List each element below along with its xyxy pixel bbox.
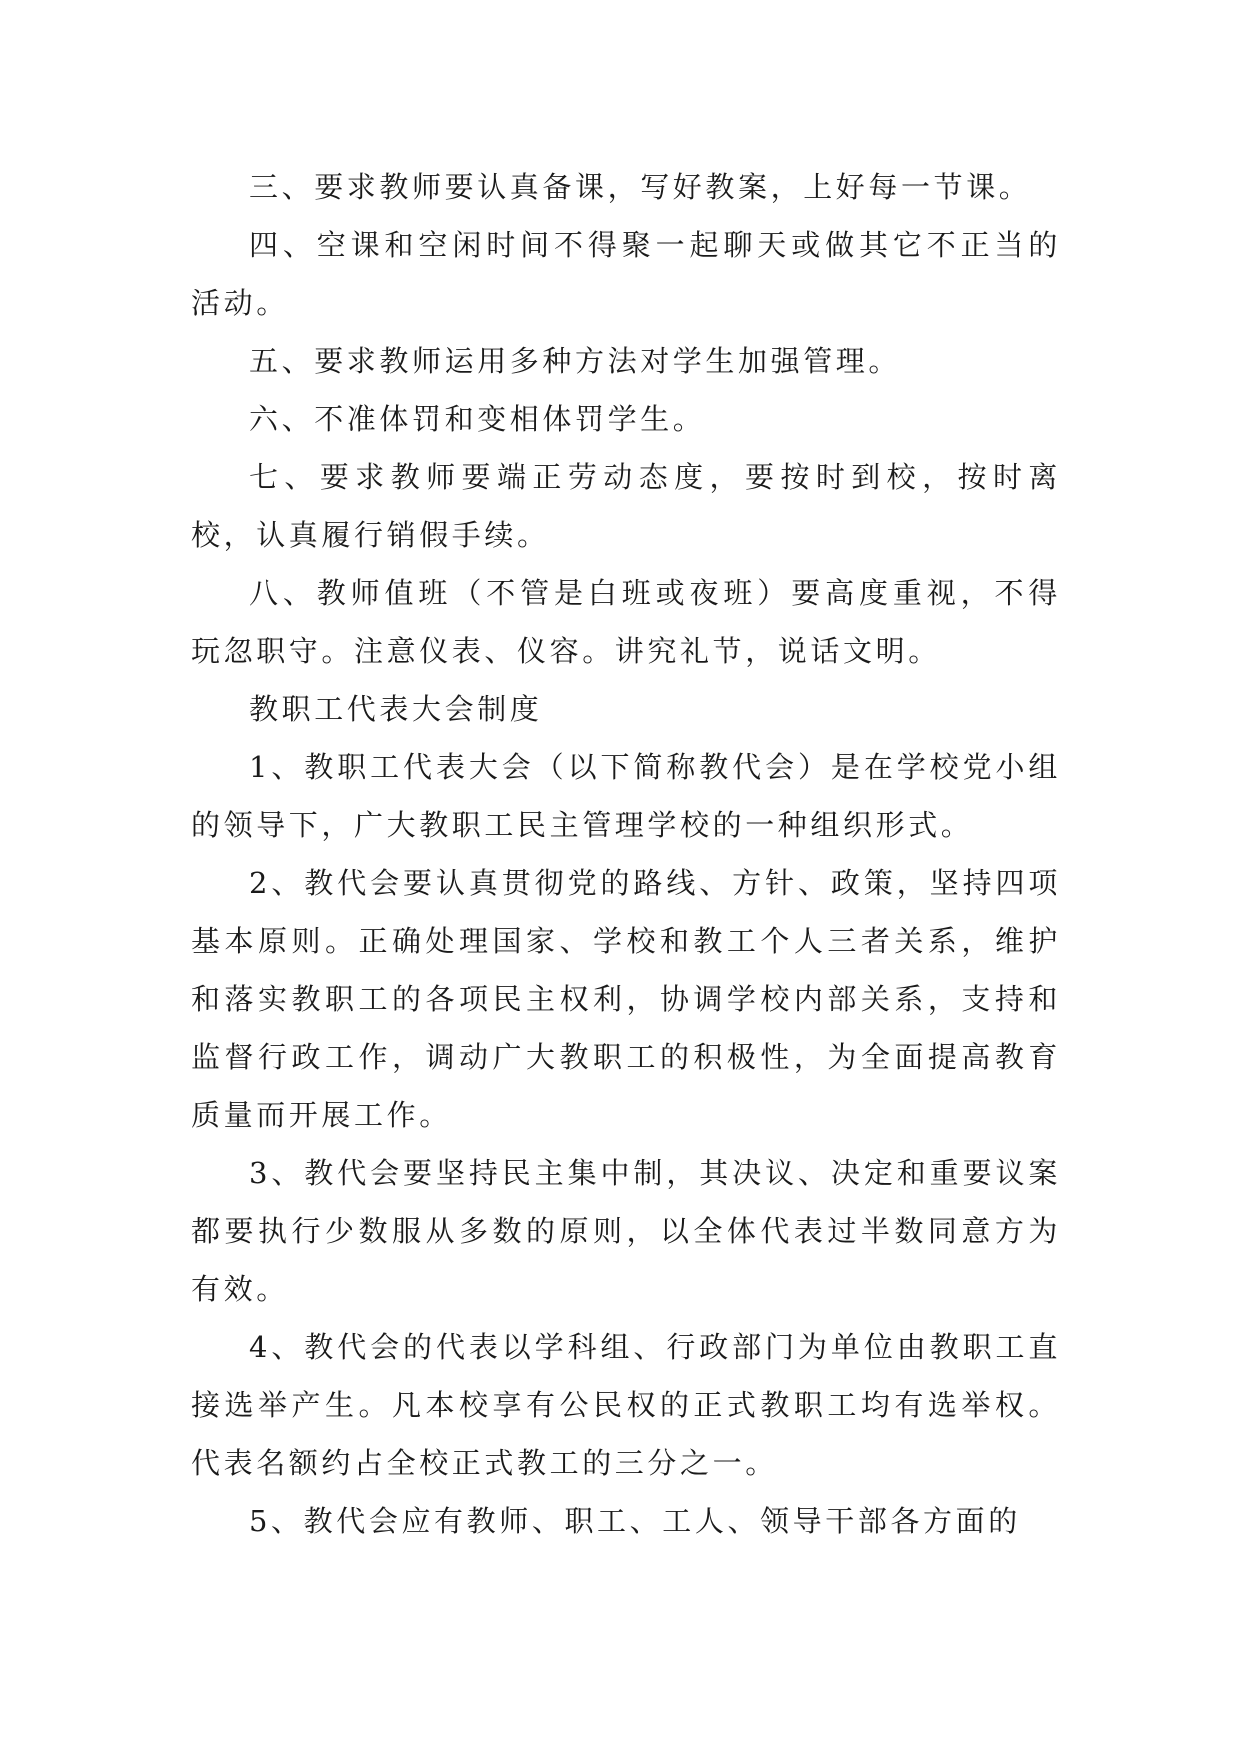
paragraph-item-2: 2、教代会要认真贯彻党的路线、方针、政策，坚持四项基本原则。正确处理国家、学校和教工个人三者关系，维护和落实教职工的各项民主权利，协调学校内部关系，支持和监督行政工作，调动广大教职工的积极性，为全面提高教育质量而开展工作。 [191,866,1061,1132]
paragraph-rule-8: 八、教师值班（不管是白班或夜班）要高度重视，不得玩忽职守。注意仪表、仪容。讲究礼节，说话文明。 [191,576,1061,668]
paragraph-rule-3: 三、要求教师要认真备课，写好教案，上好每一节课。 [249,170,1032,204]
paragraph-rule-5: 五、要求教师运用多种方法对学生加强管理。 [249,344,902,378]
paragraph-rule-4: 四、空课和空闲时间不得聚一起聊天或做其它不正当的活动。 [191,228,1061,320]
paragraph-rule-6: 六、不准体罚和变相体罚学生。 [249,402,706,436]
paragraph-item-1: 1、教职工代表大会（以下简称教代会）是在学校党小组的领导下，广大教职工民主管理学校的一种组织形式。 [191,750,1061,842]
paragraph-rule-7: 七、要求教师要端正劳动态度，要按时到校，按时离校，认真履行销假手续。 [191,460,1061,552]
paragraph-item-4: 4、教代会的代表以学科组、行政部门为单位由教职工直接选举产生。凡本校享有公民权的正式教职工均有选举权。代表名额约占全校正式教工的三分之一。 [191,1330,1061,1480]
paragraph-item-5: 5、教代会应有教师、职工、工人、领导干部各方面的 [249,1504,1021,1538]
paragraph-item-3: 3、教代会要坚持民主集中制，其决议、决定和重要议案都要执行少数服从多数的原则，以全体代表过半数同意方为有效。 [191,1156,1061,1306]
section-heading: 教职工代表大会制度 [249,692,543,726]
document-body [191,158,1061,1550]
